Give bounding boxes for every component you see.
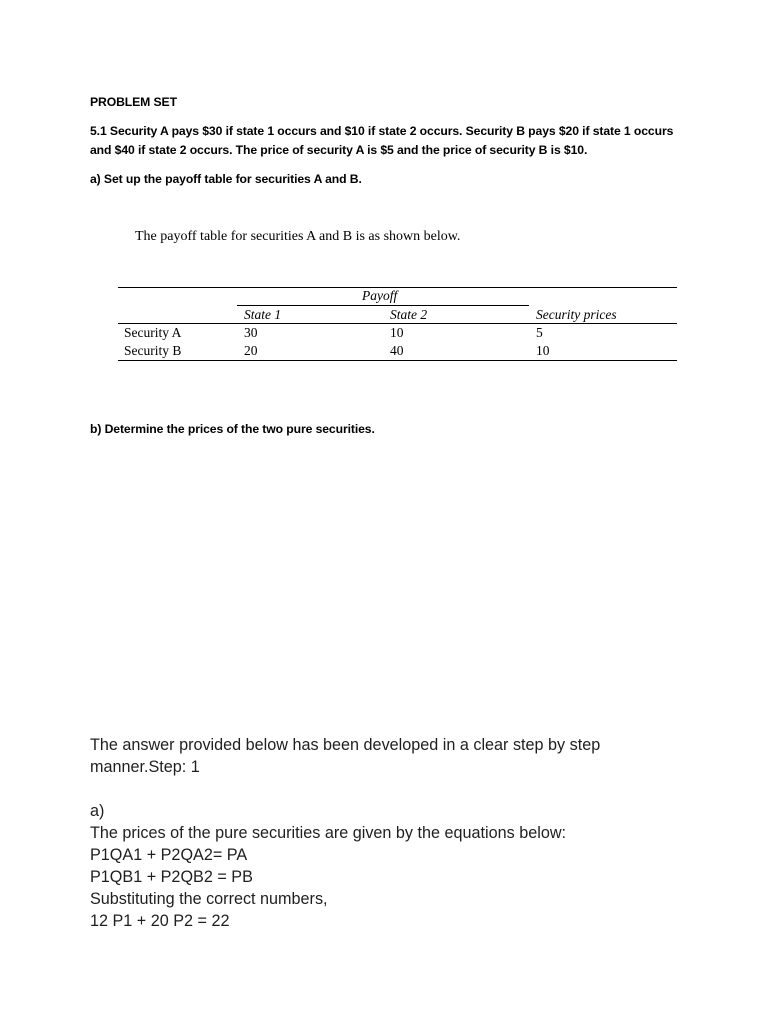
header-rule: [118, 323, 677, 324]
problem-set-title: PROBLEM SET: [90, 95, 177, 109]
question-a: a) Set up the payoff table for securities A and B.: [90, 172, 362, 186]
question-b: b) Determine the prices of the two pure securities.: [90, 422, 375, 436]
row-label-security-b: Security B: [124, 343, 182, 358]
payoff-group-header: Payoff: [362, 288, 398, 303]
security-b-price: 10: [536, 343, 550, 358]
problem-statement: 5.1 Security A pays $30 if state 1 occurs and $10 if state 2 occurs. Security B pays $20 if state 1 occurs and $40 if state 2 occurs. The price of security A is $5 and the price of security B is $10.: [90, 124, 674, 157]
answer-line-explanation: The prices of the pure securities are given by the equations below:: [90, 824, 567, 842]
security-b-state1: 20: [244, 343, 258, 358]
payoff-group-rule: [237, 305, 529, 306]
security-a-price: 5: [536, 325, 543, 340]
row-label-security-a: Security A: [124, 325, 182, 340]
table-top-rule: [118, 287, 677, 288]
col-header-security-prices: Security prices: [536, 307, 617, 322]
payoff-table: [118, 287, 677, 361]
answer-line-numeric-equation: 12 P1 + 20 P2 = 22: [90, 912, 230, 930]
table-bottom-rule: [118, 360, 677, 361]
table-intro-text: The payoff table for securities A and B is as shown below.: [135, 229, 461, 244]
answer-line-part-label: a): [90, 802, 105, 820]
col-header-state1: State 1: [244, 307, 282, 322]
security-a-state1: 30: [244, 325, 258, 340]
answer-intro: The answer provided below has been developed in a clear step by step manner.Step: 1: [90, 736, 601, 776]
answer-line-equation-a: P1QA1 + P2QA2= PA: [90, 846, 248, 864]
col-header-state2: State 2: [390, 307, 428, 322]
answer-line-equation-b: P1QB1 + P2QB2 = PB: [90, 868, 253, 886]
answer-steps: [90, 800, 566, 932]
security-b-state2: 40: [390, 343, 404, 358]
answer-line-substitution: Substituting the correct numbers,: [90, 890, 328, 908]
security-a-state2: 10: [390, 325, 404, 340]
